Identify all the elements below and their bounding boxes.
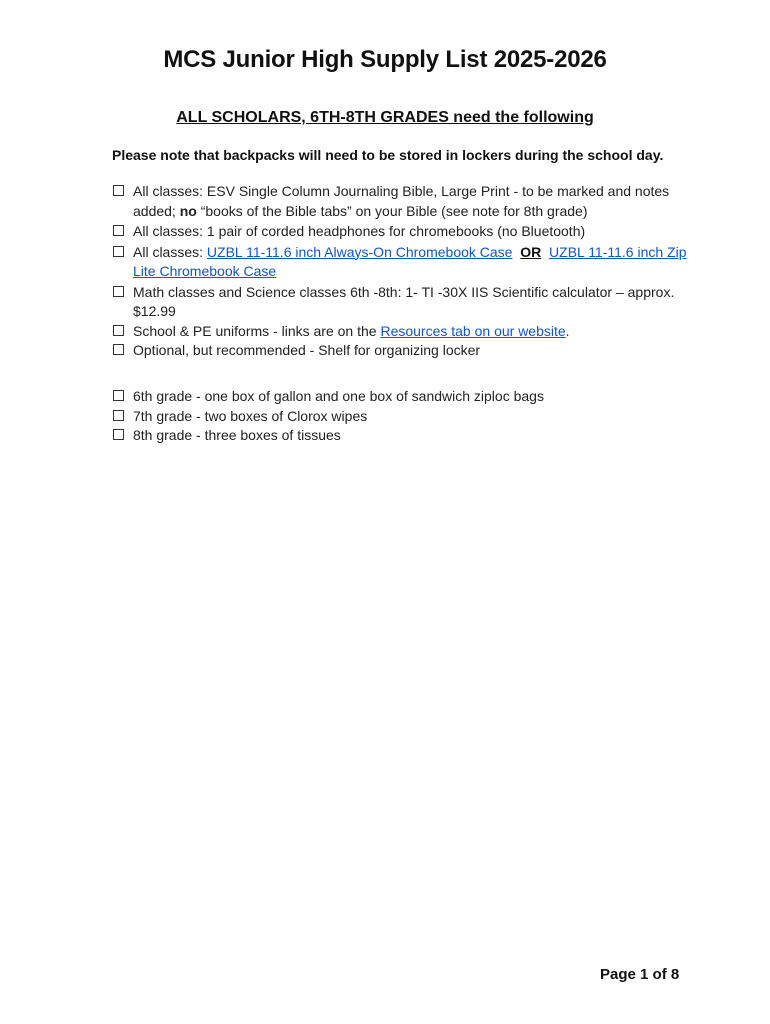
item-text: 7th grade - two boxes of Clorox wipes [133,407,368,424]
checkbox[interactable] [113,246,124,257]
item-text: Math classes and Science classes 6th -8th: 1- TI -30X IIS Scientific calculator – approx. $12.99 [133,283,675,319]
item-text: All classes: ESV Single Column Journaling Bible, Large Print - to be marked and notes added; no “books of the Bible tabs” on your Bible (see note for 8th grade) [133,183,670,219]
checkbox[interactable] [113,286,124,297]
grade-supply-list [113,387,693,446]
zip-lite-case-link[interactable]: UZBL 11-11.6 inch Zip Lite Chromebook Case [133,243,687,279]
checkbox[interactable] [113,225,124,236]
list-item-calculator [113,283,693,322]
item-text: All classes: UZBL 11-11.6 inch Always-On Chromebook Case OR UZBL 11-11.6 inch Zip Lite Chromebook Case [133,243,687,279]
document-title: MCS Junior High Supply List 2025-2026 [163,46,607,73]
list-item-7th-grade [113,407,693,427]
item-text: 8th grade - three boxes of tissues [133,427,341,443]
item-text: School & PE uniforms - links are on the Resources tab on our website. [133,322,570,339]
backpack-note: Please note that backpacks will need to be stored in lockers during the school day. [112,147,664,163]
checkbox[interactable] [113,325,124,336]
page-number: Page 1 of 8 [600,966,680,983]
item-text: 6th grade - one box of gallon and one box of sandwich ziploc bags [133,388,544,404]
item-text: All classes: 1 pair of corded headphones for chromebooks (no Bluetooth) [133,223,586,239]
section-heading: ALL SCHOLARS, 6TH-8TH GRADES need the following [176,109,594,126]
supply-list [113,182,693,361]
checkbox[interactable] [113,410,124,421]
list-item-chromebook-case [113,243,693,282]
list-item-shelf [113,341,693,361]
item-text: Optional, but recommended - Shelf for organizing locker [133,342,481,358]
resources-tab-link[interactable]: Resources tab on our website [380,322,566,339]
checkbox[interactable] [113,344,124,355]
checkbox[interactable] [113,390,124,401]
list-item-uniforms [113,322,693,342]
checkbox[interactable] [113,429,124,440]
or-label: OR [520,243,542,260]
checkbox[interactable] [113,185,124,196]
list-item-bible [113,182,693,221]
always-on-case-link[interactable]: UZBL 11-11.6 inch Always-On Chromebook Case [206,243,513,260]
list-item-8th-grade [113,426,693,446]
list-item-headphones [113,222,693,242]
list-item-6th-grade [113,387,693,407]
